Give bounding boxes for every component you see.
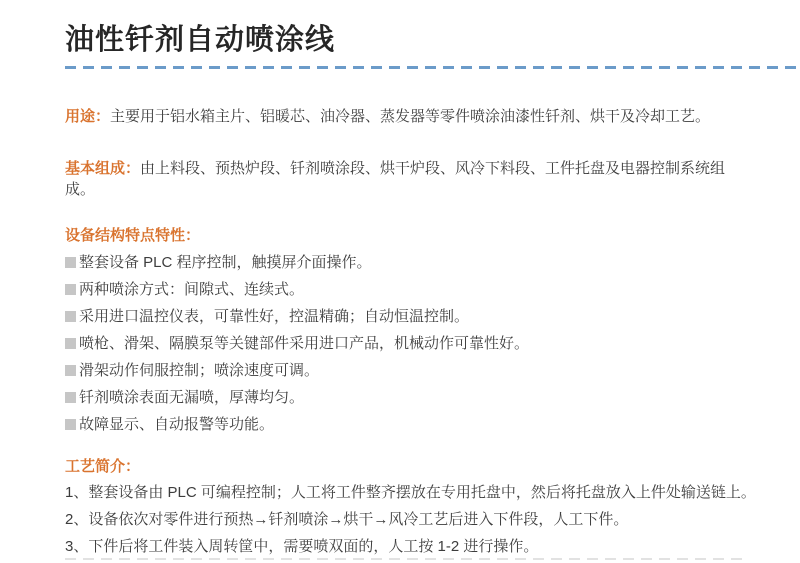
bullet-square-icon [65, 365, 76, 376]
page-title: 油性钎剂自动喷涂线 [65, 22, 336, 56]
process-step [65, 506, 748, 533]
features-list [65, 249, 748, 438]
features-heading: 设备结构特点特性： [65, 227, 201, 244]
process-step [65, 479, 756, 506]
feature-item-text: 故障显示、自动报警等功能。 [79, 416, 275, 433]
feature-item-text: 滑架动作伺服控制；喷涂速度可调。 [79, 362, 320, 379]
process-step [65, 533, 748, 560]
bullet-square-icon [65, 284, 76, 295]
usage-paragraph [65, 106, 748, 127]
feature-item-text: 喷枪、滑架、隔膜泵等关键部件采用进口产品，机械动作可靠性好。 [79, 335, 530, 352]
feature-item [65, 330, 748, 357]
process-step-text: 2、设备依次对零件进行预热→钎剂喷涂→烘干→风冷工艺后进入下件段，人工下件。 [65, 511, 629, 528]
feature-item-text: 钎剂喷涂表面无漏喷，厚薄均匀。 [79, 389, 305, 406]
process-step-text: 1、整套设备由 PLC 可编程控制；人工将工件整齐摆放在专用托盘中，然后将托盘放入上件处输送链上。 [65, 484, 756, 501]
composition-label: 基本组成： [65, 160, 141, 177]
feature-item [65, 384, 748, 411]
bullet-square-icon [65, 392, 76, 403]
bullet-square-icon [65, 257, 76, 268]
feature-item-text: 两种喷涂方式：间隙式、连续式。 [79, 281, 305, 298]
feature-item [65, 303, 748, 330]
feature-item [65, 249, 748, 276]
usage-text: 主要用于铝水箱主片、铝暖芯、油冷器、蒸发器等零件喷涂油漆性钎剂、烘干及冷却工艺。 [110, 108, 711, 125]
bullet-square-icon [65, 338, 76, 349]
process-heading: 工艺简介： [65, 458, 141, 475]
bullet-square-icon [65, 419, 76, 430]
bottom-dashed-divider [65, 558, 745, 560]
process-list [65, 479, 756, 560]
bullet-square-icon [65, 311, 76, 322]
usage-label: 用途： [65, 108, 111, 125]
dashed-divider [65, 66, 800, 69]
feature-item [65, 411, 748, 438]
feature-item-text: 采用进口温控仪表，可靠性好，控温精确；自动恒温控制。 [79, 308, 470, 325]
composition-paragraph [65, 158, 748, 200]
process-step-text: 3、下件后将工件装入周转筐中，需要喷双面的，人工按 1-2 进行操作。 [65, 538, 539, 555]
composition-text: 由上料段、预热炉段、钎剂喷涂段、烘干炉段、风冷下料段、工件托盘及电器控制系统组成。 [65, 160, 726, 198]
feature-item-text: 整套设备 PLC 程序控制，触摸屏介面操作。 [79, 254, 372, 271]
feature-item [65, 357, 748, 384]
feature-item [65, 276, 748, 303]
